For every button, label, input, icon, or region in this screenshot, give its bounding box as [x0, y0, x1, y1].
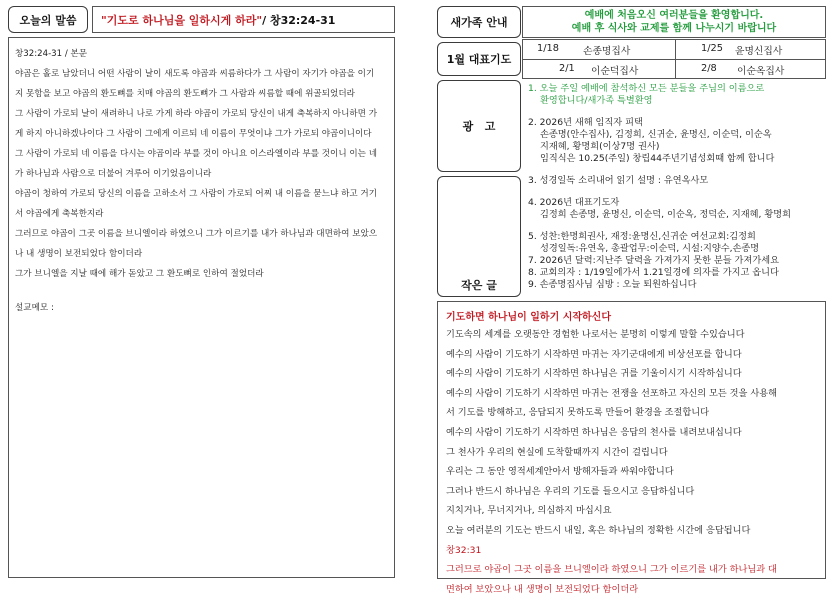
scripture-line: 그 사람이 가로되 날이 새려하니 나로 가게 하라 야곱이 가로되 당신이 내게 축복하지 아니하면 가: [15, 109, 378, 119]
small-text-label: 작은 글: [437, 176, 521, 297]
ad-item-1: 1. 오늘 주일 예배에 참석하신 모든 분들을 주님의 이름으로: [528, 83, 765, 94]
ads-box: [522, 79, 826, 299]
today-word-ref: / 창32:24-31: [262, 13, 336, 27]
prayer-table: [522, 39, 826, 79]
ad-item-2: 지재혜, 황명희(이상7명 권사): [540, 141, 660, 152]
sermon-line: 그러나 반드시 하나님은 우리의 기도를 들으시고 응답하십니다: [446, 485, 695, 497]
prayer-date: 2/1: [559, 63, 575, 74]
newcomer-line-2: 예배 후 식사와 교제를 함께 나누시기 바랍니다: [571, 23, 777, 34]
sermon-line: 예수의 사람이 기도하기 시작하면 마귀는 전쟁을 선포하고 자신의 모든 것을 사용해: [446, 387, 777, 399]
sermon-line: 오늘 여러분의 기도는 반드시 내일, 혹은 하나님의 정확한 시간에 응답됩니다: [446, 524, 751, 536]
sermon-ref: 창32:31: [446, 544, 482, 556]
newcomer-box: [522, 6, 826, 38]
scripture-line: 지 못함을 보고 야곱의 환도뼈를 치매 야곱의 환도뼈가 그 사람과 씨름할 때에 위골되었더라: [15, 89, 355, 99]
scripture-box: [8, 37, 395, 578]
ads-label: 광 고: [437, 80, 521, 172]
ad-item-5: 5. 성찬:한명희권사, 재정:윤명신,신귀순 여선교회:김정희: [528, 231, 756, 242]
scripture-line: 야곱은 홀로 남았더니 어떤 사람이 날이 새도록 야곱과 씨름하다가 그 사람이 자기가 야곱을 이기: [15, 69, 375, 79]
scripture-line: 나 내 생명이 보전되었다 함이더라: [15, 249, 143, 259]
scripture-line: 그가 브니엘을 지날 때에 해가 돋았고 그 환도뼈로 인하여 절었더라: [15, 269, 264, 279]
sermon-line: 그 천사가 우리의 현실에 도착할때까지 시간이 걸립니다: [446, 446, 668, 458]
sermon-memo-label: 설교메모 :: [15, 303, 54, 313]
ad-item-1: 환영합니다/새가족 특별환영: [540, 95, 653, 106]
prayer-name: 손종명집사: [583, 46, 631, 57]
today-word-title-box: [92, 6, 395, 33]
sermon-text: [446, 325, 825, 599]
scripture-heading: 창32:24-31 / 본문: [15, 49, 88, 59]
prayer-name: 윤명신집사: [735, 46, 783, 57]
scripture-text: [15, 44, 388, 318]
sermon-line: 우리는 그 동안 영적세계안아서 방해자들과 싸워야합니다: [446, 466, 674, 478]
scripture-line: 그러므로 야곱이 그곳 이름을 브니엘이라 하였으니 그가 이르기를 내가 하나님과 대면하여 보았으: [15, 229, 378, 239]
ad-item-2: 손종명(안수집사), 김정희, 신귀순, 윤명신, 이순덕, 이순옥: [540, 129, 772, 140]
ad-item-3: 3. 성경일독 소리내어 읽기 설명 : 유연옥사모: [528, 175, 709, 186]
ad-item-5: 성경일독:유연옥, 총괄업무:이순덕, 시설:지양수,손종명: [540, 243, 760, 254]
today-word-title: "기도로 하나님을 일하시게 하라": [101, 13, 263, 27]
sermon-line: 서 기도를 방해하고, 응답되지 못하도록 만들어 환경을 조절합니다: [446, 407, 709, 419]
scripture-line: 야곱이 청하여 가로되 당신의 이름을 고하소서 그 사람이 가로되 어찌 내 이름을 묻느냐 하고 거기: [15, 189, 378, 199]
newcomer-line-1: 예배에 처음오신 여러분들을 환영합니다.: [584, 10, 764, 21]
sermon-box: [437, 301, 826, 595]
ad-item-4: 김정희 손종명, 윤명신, 이순덕, 이순옥, 정덕순, 지재혜, 황명희: [540, 209, 791, 220]
ad-item-2: 임직식은 10.25(주일) 창립44주년기념성회때 함께 합니다: [540, 153, 775, 164]
ad-item-7: 7. 2026년 달력:지난주 달력을 가져가지 못한 분들 가져가세요: [528, 255, 779, 266]
ad-item-9: 9. 손종명집사님 심방 : 오늘 퇴원하십니다: [528, 279, 697, 290]
scripture-line: 그 사람이 가로되 네 이름을 다시는 야곱이라 부를 것이 아니요 이스라엘이라 부를 것이니 이는 네: [15, 149, 378, 159]
ad-item-8: 8. 교회의자 : 1/19일에가서 1.21일경에 의자를 가지고 옵니다: [528, 267, 779, 278]
ad-item-2: 2. 2026년 새해 임직자 피택: [528, 117, 643, 128]
sermon-line: 예수의 사람이 기도하기 시작하면 마귀는 자기군대에게 비상선포를 합니다: [446, 348, 742, 360]
prayer-name: 이순덕집사: [591, 66, 639, 77]
sermon-line: 기도속의 세계를 오랫동안 경험한 나로서는 분명히 이렇게 말할 수있습니다: [446, 329, 745, 340]
newcomer-label: 새가족 안내: [437, 6, 521, 38]
today-word-label: 오늘의 말씀: [8, 6, 88, 33]
sermon-line: 지치거나, 무너지거나, 의심하지 마십시요: [446, 505, 612, 517]
sermon-line: 예수의 사람이 기도하기 시작하면 하나님은 귀를 기울이시기 시작하십니다: [446, 368, 742, 380]
prayer-label: 1월 대표기도: [437, 42, 521, 76]
sermon-closing: 면하여 보았으나 내 생명이 보전되었다 함이더라: [446, 583, 639, 595]
ad-item-4: 4. 2026년 대표기도자: [528, 197, 620, 208]
sermon-title: 기도하면 하나님이 일하기 시작하신다: [446, 312, 612, 323]
ads-list: [528, 83, 826, 291]
sermon-line: 예수의 사람이 기도하기 시작하면 하나님은 응답의 천사를 내려보내십니다: [446, 426, 742, 438]
scripture-line: 가 하나님과 사람으로 더불어 겨루어 이기었음이니라: [15, 169, 212, 179]
scripture-line: 게 하지 아니하겠나이다 그 사람이 그에게 이르되 네 이름이 무엇이냐 그가 가로되 야곱이니이다: [15, 129, 372, 139]
sermon-closing: 그러므로 야곱이 그곳 이름을 브니엘이라 하였으니 그가 이르기를 내가 하나님과 대: [446, 564, 777, 576]
prayer-date: 1/25: [701, 43, 723, 54]
scripture-line: 서 야곱에게 축복한지라: [15, 209, 104, 219]
prayer-date: 2/8: [701, 63, 717, 74]
prayer-name: 이순옥집사: [737, 66, 785, 77]
prayer-date: 1/18: [537, 43, 559, 54]
